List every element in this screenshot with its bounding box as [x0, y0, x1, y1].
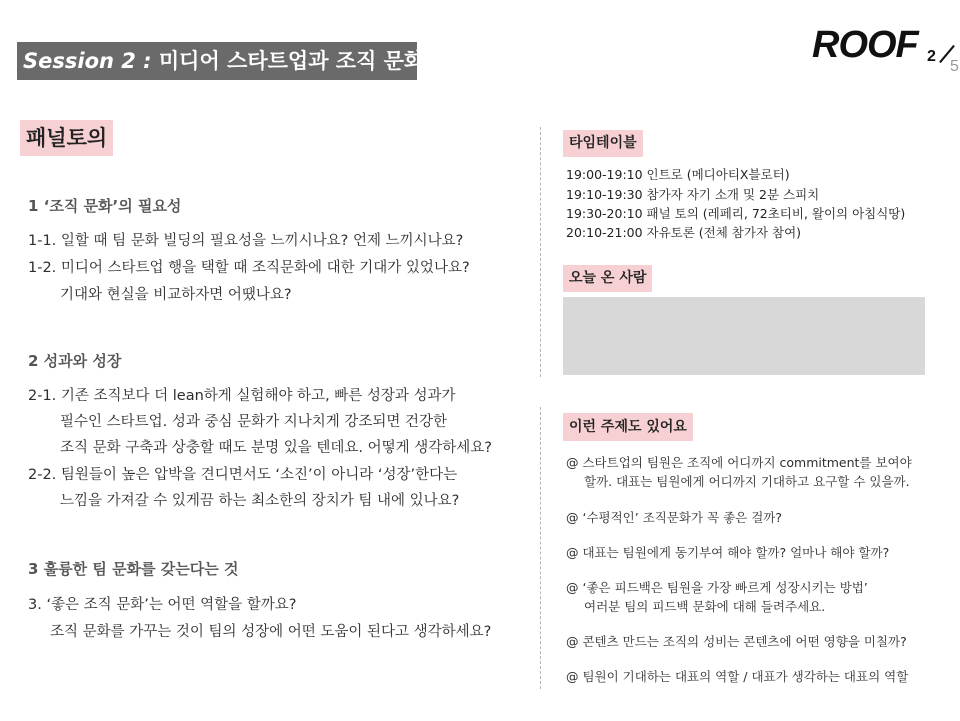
section-heading-2: 2 성과와 성장: [28, 352, 122, 370]
column-divider-top: [540, 127, 541, 377]
topic-item: @ 팀원이 기대하는 대표의 역할 / 대표가 생각하는 대표의 역할: [566, 669, 909, 684]
timetable-item: 19:00-19:10 인트로 (메디아티X블로터): [566, 167, 790, 182]
topic-item: @ ‘수평적인’ 조직문화가 꼭 좋은 걸까?: [566, 510, 782, 525]
question-2-1-cont-a: 필수인 스타트업. 성과 중심 문화가 지나치게 강조되면 건강한: [60, 414, 448, 430]
roof-logo: [812, 24, 959, 80]
panel-title: 패널토의: [20, 120, 113, 156]
session-label: Session 2 :: [23, 49, 152, 73]
topic-item: @ ‘좋은 피드백은 팀원을 가장 빠르게 성장시키는 방법’: [566, 580, 868, 595]
question-1-2-cont: 기대와 현실을 비교하자면 어땠나요?: [60, 287, 292, 303]
question-3: 3. ‘좋은 조직 문화’는 어떤 역할을 할까요?: [28, 597, 297, 613]
timetable-item: 19:30-20:10 패널 토의 (레페리, 72초티비, 왈이의 아침식땅): [566, 206, 906, 221]
column-divider-bottom: [540, 407, 541, 689]
attendees-redacted-box: [563, 297, 925, 375]
topic-item: @ 스타트업의 팀원은 조직에 어디까지 commitment를 보여야: [566, 455, 912, 470]
question-1-1: 1-1. 일할 때 팀 문화 빌딩의 필요성을 느끼시나요? 언제 느끼시나요?: [28, 233, 464, 249]
logo-word: ROOF: [812, 24, 918, 66]
topic-item-cont: 여러분 팀의 피드백 문화에 대해 들려주세요.: [584, 599, 826, 614]
question-2-1-cont-b: 조직 문화 구축과 상충할 때도 분명 있을 텐데요. 어떻게 생각하세요?: [60, 440, 492, 456]
question-2-2: 2-2. 팀원들이 높은 압박을 견디면서도 ‘소진’이 아니라 ‘성장’한다는: [28, 467, 458, 483]
question-2-2-cont: 느낌을 가져갈 수 있게끔 하는 최소한의 장치가 팀 내에 있나요?: [60, 493, 460, 509]
attendees-title: 오늘 온 사람: [563, 265, 652, 292]
page-number-total: 5: [950, 58, 959, 75]
question-2-1: 2-1. 기존 조직보다 더 lean하게 실험해야 하고, 빠른 성장과 성과가: [28, 388, 456, 404]
section-heading-3: 3 훌륭한 팀 문화를 갖는다는 것: [28, 560, 239, 578]
session-title-bar: [17, 42, 425, 80]
topic-item-cont: 할까. 대표는 팀원에게 어디까지 기대하고 요구할 수 있을까.: [584, 474, 910, 489]
timetable-item: 19:10-19:30 참가자 자기 소개 및 2분 스피치: [566, 187, 820, 202]
topic-item: @ 콘텐츠 만드는 조직의 성비는 콘텐츠에 어떤 영향을 미칠까?: [566, 634, 907, 649]
session-title: 미디어 스타트업과 조직 문화: [158, 49, 425, 73]
topics-title: 이런 주제도 있어요: [563, 413, 693, 441]
page-number-current: 2: [927, 48, 936, 65]
question-1-2: 1-2. 미디어 스타트업 행을 택할 때 조직문화에 대한 기대가 있었나요?: [28, 260, 470, 276]
topic-item: @ 대표는 팀원에게 동기부여 해야 할까? 얼마나 해야 할까?: [566, 545, 890, 560]
timetable-title: 타임테이블: [563, 130, 643, 157]
timetable-item: 20:10-21:00 자유토론 (전체 참가자 참여): [566, 225, 802, 240]
section-heading-1: 1 ‘조직 문화’의 필요성: [28, 197, 182, 215]
question-3-cont: 조직 문화를 가꾸는 것이 팀의 성장에 어떤 도움이 된다고 생각하세요?: [50, 624, 492, 640]
